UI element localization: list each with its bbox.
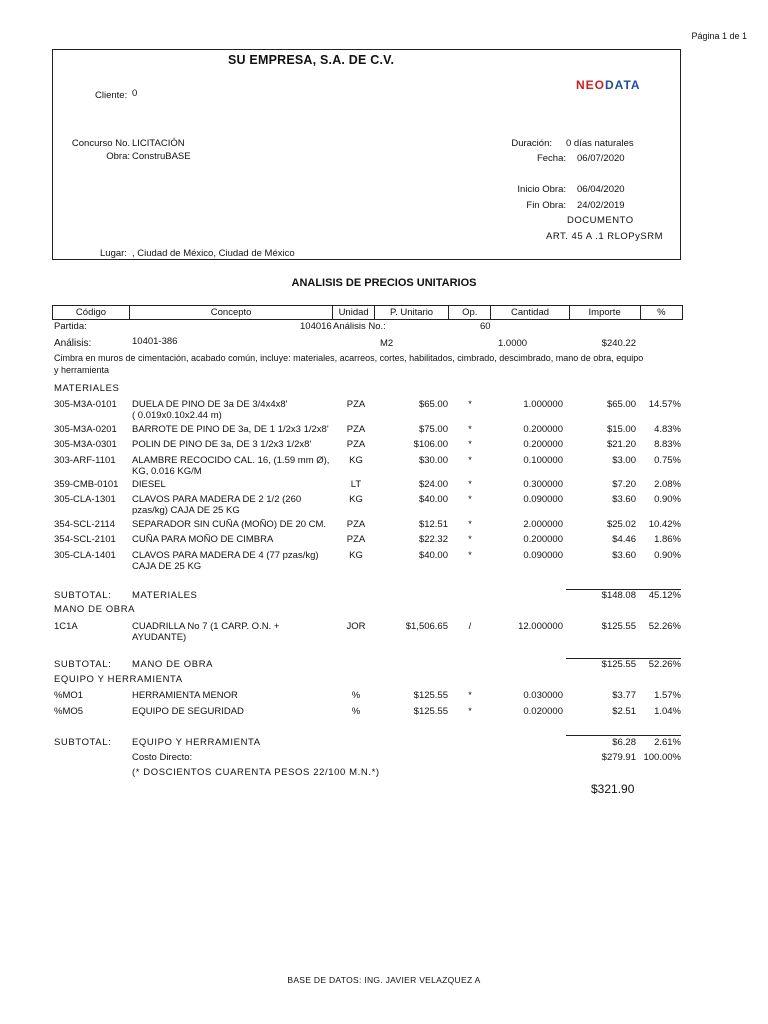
footer-database: BASE DE DATOS: ING. JAVIER VELAZQUEZ A	[287, 975, 481, 985]
analisis-no-value: 60	[480, 321, 491, 332]
row-amount: $2.51	[612, 706, 636, 717]
analisis-qty: 1.0000	[498, 338, 528, 349]
col-op: Op.	[449, 306, 491, 320]
subtotal-pct: 45.12%	[648, 590, 681, 601]
description-line-1: Cimbra en muros de cimentación, acabado común, incluye: materiales, acarreos, cortes, habilitados, cimbrado, descimbrado, mano de obra, equipo	[54, 353, 644, 363]
row-unit: KG	[349, 550, 363, 561]
inicio-obra-value: 06/04/2020	[577, 184, 625, 195]
row-concept: CAJA DE 25 KG	[132, 561, 202, 572]
row-op: *	[468, 706, 472, 717]
row-price: $1,506.65	[405, 621, 448, 632]
costo-directo-pct: 100.00%	[643, 752, 681, 763]
analisis-amount: $240.22	[601, 338, 636, 349]
row-pct: 8.83%	[654, 439, 681, 450]
row-price: $24.00	[418, 479, 448, 490]
row-op: *	[468, 494, 472, 505]
subtotal-label: SUBTOTAL:	[54, 590, 112, 601]
row-op: /	[468, 621, 472, 632]
inicio-obra-label: Inicio Obra:	[517, 184, 566, 195]
row-concept: DIESEL	[132, 479, 166, 490]
row-price: $125.55	[413, 706, 448, 717]
row-code: 305-CLA-1301	[54, 494, 116, 505]
partida-label: Partida:	[54, 321, 87, 332]
row-qty: 0.030000	[523, 690, 563, 701]
obra-value: ConstruBASE	[132, 151, 191, 162]
row-amount: $4.46	[612, 534, 636, 545]
row-price: $125.55	[413, 690, 448, 701]
row-code: %MO5	[54, 706, 84, 717]
costo-directo-label: Costo Directo:	[132, 752, 193, 763]
row-code: 354-SCL-2114	[54, 519, 116, 530]
row-qty: 0.090000	[523, 550, 563, 561]
row-price: $40.00	[418, 550, 448, 561]
row-unit: PZA	[346, 424, 366, 435]
row-code: 359-CMB-0101	[54, 479, 119, 490]
col-codigo: Código	[53, 306, 130, 320]
row-code: 305-M3A-0301	[54, 439, 117, 450]
cliente-label: Cliente:	[95, 90, 128, 101]
row-code: 1C1A	[54, 621, 78, 632]
row-qty: 0.100000	[523, 455, 563, 466]
col-punitario: P. Unitario	[375, 306, 449, 320]
company-name: SU EMPRESA, S.A. DE C.V.	[228, 53, 395, 67]
cliente-value: 0	[132, 88, 138, 99]
row-qty: 0.200000	[523, 424, 563, 435]
row-op: *	[468, 550, 472, 561]
amount-in-words: (* DOSCIENTOS CUARENTA PESOS 22/100 M.N.*)	[132, 767, 380, 778]
section-materiales: MATERIALES	[54, 383, 120, 394]
row-pct: 1.86%	[654, 534, 681, 545]
row-pct: 14.57%	[648, 399, 681, 410]
row-unit: PZA	[346, 534, 366, 545]
analisis-no-label: Análisis No.:	[333, 321, 386, 332]
row-pct: 1.57%	[654, 690, 681, 701]
row-qty: 0.300000	[523, 479, 563, 490]
concurso-label: Concurso No.	[71, 138, 130, 149]
duracion-value: 0 días naturales	[566, 138, 634, 149]
row-pct: 10.42%	[648, 519, 681, 530]
row-concept: CLAVOS PARA MADERA DE 2 1/2 (260	[132, 494, 302, 505]
row-amount: $3.77	[612, 690, 636, 701]
row-amount: $15.00	[606, 424, 636, 435]
row-pct: 0.75%	[654, 455, 681, 466]
section-mano-obra: MANO DE OBRA	[54, 604, 136, 615]
fin-obra-label: Fin Obra:	[526, 200, 566, 211]
row-amount: $7.20	[612, 479, 636, 490]
row-concept: CUADRILLA No 7 (1 CARP. O.N. +	[132, 621, 280, 632]
row-qty: 0.020000	[523, 706, 563, 717]
row-unit: %	[351, 690, 361, 701]
row-amount: $3.00	[612, 455, 636, 466]
col-unidad: Unidad	[333, 306, 375, 320]
row-code: %MO1	[54, 690, 84, 701]
subtotal-pct: 52.26%	[648, 659, 681, 670]
row-price: $65.00	[418, 399, 448, 410]
subtotal-label: SUBTOTAL:	[54, 659, 112, 670]
row-price: $12.51	[418, 519, 448, 530]
col-concepto: Concepto	[129, 306, 332, 320]
documento-label: DOCUMENTO	[567, 215, 634, 226]
row-pct: 4.83%	[654, 424, 681, 435]
partida-number: 104016	[300, 321, 332, 332]
duracion-label: Duración:	[511, 138, 552, 149]
subtotal-rule	[566, 735, 681, 736]
row-amount: $21.20	[606, 439, 636, 450]
neodata-logo: NEODATA	[576, 78, 641, 92]
row-op: *	[468, 399, 472, 410]
subtotal-pct: 2.61%	[654, 737, 681, 748]
column-header-row	[52, 305, 683, 320]
row-code: 305-M3A-0101	[54, 399, 117, 410]
row-price: $22.32	[418, 534, 448, 545]
row-unit: PZA	[346, 399, 366, 410]
row-unit: %	[351, 706, 361, 717]
fecha-value: 06/07/2020	[577, 153, 625, 164]
row-concept: AYUDANTE)	[132, 632, 187, 643]
row-unit: LT	[350, 479, 362, 490]
row-code: 305-CLA-1401	[54, 550, 116, 561]
row-pct: 0.90%	[654, 550, 681, 561]
row-price: $40.00	[418, 494, 448, 505]
page-number: Página 1 de 1	[691, 31, 747, 41]
row-op: *	[468, 424, 472, 435]
analisis-label: Análisis:	[54, 338, 92, 349]
row-op: *	[468, 455, 472, 466]
row-concept: CUÑA PARA MOÑO DE CIMBRA	[132, 534, 274, 545]
subtotal-amount: $6.28	[612, 737, 636, 748]
row-amount: $3.60	[612, 494, 636, 505]
row-unit: PZA	[346, 519, 366, 530]
row-code: 354-SCL-2101	[54, 534, 116, 545]
description-line-2: y herramienta	[54, 365, 110, 375]
row-amount: $3.60	[612, 550, 636, 561]
concurso-value: LICITACIÓN	[132, 138, 185, 149]
row-qty: 0.200000	[523, 534, 563, 545]
row-concept: POLIN DE PINO DE 3a, DE 3 1/2x3 1/2x8'	[132, 439, 312, 450]
subtotal-name: EQUIPO Y HERRAMIENTA	[132, 737, 261, 748]
row-pct: 0.90%	[654, 494, 681, 505]
fin-obra-value: 24/02/2019	[577, 200, 625, 211]
row-price: $106.00	[413, 439, 448, 450]
row-concept: ALAMBRE RECOCIDO CAL. 16, (1.59 mm Ø),	[132, 455, 330, 466]
articulo-label: ART. 45 A .1 RLOPySRM	[546, 231, 663, 242]
row-op: *	[468, 479, 472, 490]
row-concept: EQUIPO DE SEGURIDAD	[132, 706, 244, 717]
obra-label: Obra:	[106, 151, 130, 162]
row-unit: KG	[349, 455, 363, 466]
subtotal-label: SUBTOTAL:	[54, 737, 112, 748]
costo-directo-amount: $279.91	[601, 752, 636, 763]
row-code: 303-ARF-1101	[54, 455, 116, 466]
row-concept: pzas/kg) CAJA DE 25 KG	[132, 505, 240, 516]
row-unit: PZA	[346, 439, 366, 450]
row-concept: HERRAMIENTA MENOR	[132, 690, 238, 701]
row-pct: 52.26%	[648, 621, 681, 632]
subtotal-name: MANO DE OBRA	[132, 659, 214, 670]
row-concept: CLAVOS PARA MADERA DE 4 (77 pzas/kg)	[132, 550, 319, 561]
row-unit: JOR	[346, 621, 366, 632]
row-op: *	[468, 534, 472, 545]
row-concept: BARROTE DE PINO DE 3a, DE 1 1/2x3 1/2x8'	[132, 424, 329, 435]
row-qty: 1.000000	[523, 399, 563, 410]
subtotal-amount: $125.55	[601, 659, 636, 670]
col-importe: Importe	[569, 306, 640, 320]
lugar-label: Lugar:	[100, 248, 127, 259]
row-qty: 12.000000	[518, 621, 563, 632]
row-unit: KG	[349, 494, 363, 505]
fecha-label: Fecha:	[536, 153, 566, 164]
row-op: *	[468, 519, 472, 530]
row-concept: KG, 0.016 KG/M	[132, 466, 202, 477]
lugar-value: , Ciudad de México, Ciudad de México	[132, 248, 295, 259]
subtotal-amount: $148.08	[601, 590, 636, 601]
row-amount: $65.00	[606, 399, 636, 410]
row-pct: 2.08%	[654, 479, 681, 490]
row-concept: DUELA DE PINO DE 3a DE 3/4x4x8'	[132, 399, 288, 410]
section-equipo: EQUIPO Y HERRAMIENTA	[54, 674, 183, 685]
row-concept: SEPARADOR SIN CUÑA (MOÑO) DE 20 CM.	[132, 519, 327, 530]
row-code: 305-M3A-0201	[54, 424, 117, 435]
subtotal-name: MATERIALES	[132, 590, 198, 601]
row-qty: 0.200000	[523, 439, 563, 450]
row-amount: $125.55	[601, 621, 636, 632]
row-amount: $25.02	[606, 519, 636, 530]
analisis-unit: M2	[380, 338, 394, 349]
row-qty: 0.090000	[523, 494, 563, 505]
col-cantidad: Cantidad	[491, 306, 569, 320]
row-concept: ( 0.019x0.10x2.44 m)	[132, 410, 222, 421]
row-price: $75.00	[418, 424, 448, 435]
row-price: $30.00	[418, 455, 448, 466]
col-pct: %	[640, 306, 682, 320]
row-qty: 2.000000	[523, 519, 563, 530]
page-title: ANALISIS DE PRECIOS UNITARIOS	[291, 277, 477, 289]
row-op: *	[468, 439, 472, 450]
row-op: *	[468, 690, 472, 701]
row-pct: 1.04%	[654, 706, 681, 717]
analisis-code: 10401-386	[132, 336, 178, 347]
precio-final: $321.90	[591, 782, 635, 796]
